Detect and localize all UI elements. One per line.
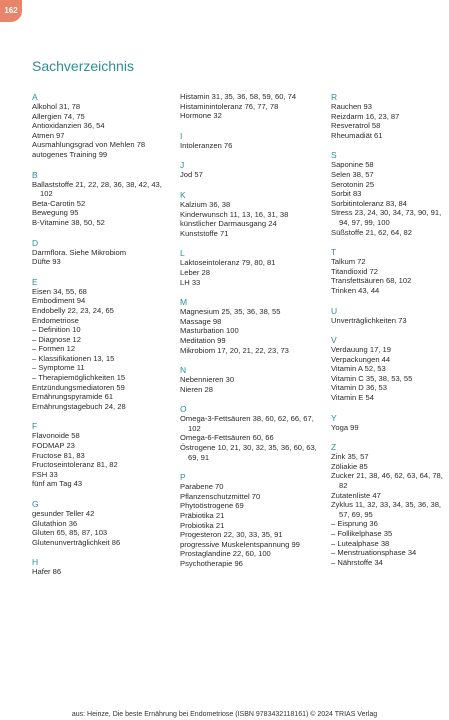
section-letter: P	[180, 472, 186, 483]
index-entry: Beta-Carotin 52	[32, 198, 86, 208]
index-entry: Ballaststoffe 21, 22, 28, 36, 38, 42, 43, 102	[32, 179, 162, 199]
index-entry: Serotonin 25	[331, 179, 375, 189]
index-entry: Magnesium 25, 35, 36, 38, 55	[180, 307, 281, 317]
index-entry: Talkum 72	[331, 257, 366, 267]
index-entry: – Formen 12	[32, 344, 76, 354]
index-entry: B-Vitamine 38, 50, 52	[32, 217, 105, 227]
index-entry: Transfettsäuren 68, 102	[331, 276, 412, 286]
index-entry: Mikrobiom 17, 20, 21, 22, 23, 73	[180, 345, 289, 355]
index-entry: gesunder Teller 42	[32, 509, 95, 518]
index-entry: Zucker 21, 38, 46, 62, 63, 64, 78, 82	[331, 471, 443, 491]
index-entry: Embodiment 94	[32, 296, 86, 306]
index-entry: – Symptome 11	[32, 363, 85, 373]
index-entry: Laktoseintoleranz 79, 80, 81	[180, 258, 276, 268]
section-letter: I	[180, 130, 183, 141]
index-entry: – Diagnose 12	[32, 334, 81, 344]
index-entry: Unverträglichkeiten 73	[331, 315, 407, 325]
index-section	[331, 306, 443, 326]
index-entry: – Nährstoffe 34	[331, 557, 383, 567]
index-entry: – Therapiemöglichkeiten 15	[32, 373, 126, 383]
section-letter: G	[32, 499, 39, 509]
index-section	[32, 421, 172, 489]
page-number-badge: 162	[0, 0, 22, 22]
index-entry: Kinderwunsch 11, 13, 16, 31, 38	[180, 209, 289, 219]
index-entry: Entzündungsmediatoren 59	[32, 382, 125, 392]
section-letter: L	[180, 248, 185, 259]
section-letter: H	[32, 557, 39, 568]
index-entry: Allergien 74, 75	[32, 111, 85, 121]
index-entry: Histaminintoleranz 76, 77, 78	[180, 101, 279, 111]
index-entry: Fructoseintoleranz 81, 82	[32, 460, 118, 470]
section-letter: Z	[331, 442, 337, 453]
index-section	[32, 557, 172, 577]
index-entry: Jod 57	[180, 170, 203, 180]
section-letter: Y	[331, 412, 337, 423]
index-entry: LH 33	[180, 277, 201, 287]
index-entry: Phytoöstrogene 69	[180, 501, 244, 511]
index-entry: Titandioxid 72	[331, 266, 378, 276]
footer-credit: aus: Heinze, Die beste Ernährung bei Endometriose (ISBN 9783432118161) © 2024 TRIAS Verlag	[71, 711, 378, 718]
section-letter: D	[32, 237, 39, 248]
index-entry: Zink 35, 57	[331, 452, 369, 462]
index-section	[331, 92, 443, 140]
index-section	[32, 277, 172, 412]
index-entry: Rheumadiät 61	[331, 130, 383, 140]
section-letter: B	[32, 169, 38, 180]
section-letter: K	[180, 189, 186, 200]
section-letter: U	[331, 305, 338, 316]
index-section	[180, 404, 320, 462]
section-letter: R	[331, 92, 338, 102]
index-entry: Selen 38, 57	[331, 169, 374, 179]
index-entry: Meditation 99	[180, 335, 226, 345]
index-entry: – Lutealphase 38	[331, 538, 390, 548]
index-section	[331, 442, 443, 567]
index-section	[180, 472, 320, 568]
index-entry: Kunststoffe 71	[180, 228, 229, 238]
index-section	[32, 92, 172, 160]
index-entry: Zöliakie 85	[331, 461, 368, 471]
index-entry: Reizdarm 16, 23, 87	[331, 111, 400, 121]
index-entry: Yoga 99	[331, 422, 359, 432]
index-entry: Histamin 31, 35, 36, 58, 59, 60, 74	[180, 92, 297, 101]
index-entry: Flavonoide 58	[32, 431, 80, 441]
index-entry: Vitamin A 52, 53	[331, 364, 386, 374]
index-entry: – Eisprung 36	[331, 519, 378, 529]
index-entry: FSH 33	[32, 469, 58, 479]
index-entry: Saponine 58	[331, 160, 374, 170]
index-entry: Rauchen 93	[331, 102, 372, 111]
index-entry: Sorbit 83	[331, 189, 362, 199]
index-entry: Stress 23, 24, 30, 34, 73, 90, 91, 94, 97, 99, 100	[331, 208, 442, 227]
index-entry: FODMAP 23	[32, 441, 75, 451]
index-entry: – Klassifikationen 13, 15	[32, 353, 115, 363]
index-column-1	[32, 92, 172, 587]
index-entry: Endometriose	[32, 315, 79, 325]
index-section	[32, 238, 172, 267]
section-letter: N	[180, 365, 187, 376]
index-entry: Omega-6-Fettsäuren 60, 66	[180, 433, 274, 443]
index-entry: Endobelly 22, 23, 24, 65	[32, 305, 114, 315]
index-entry: Bewegung 95	[32, 208, 79, 218]
index-entry: Probiotika 21	[180, 520, 225, 530]
section-letter: T	[331, 247, 337, 258]
index-entry: Intoleranzen 76	[180, 140, 233, 150]
index-section	[180, 248, 320, 287]
index-section	[180, 160, 320, 180]
index-column-2	[180, 92, 320, 579]
index-entry: künstlicher Darmausgang 24	[180, 219, 277, 229]
index-entry: Vitamin E 54	[331, 393, 374, 403]
index-entry: Omega-3-Fettsäuren 38, 60, 62, 66, 67, 102	[180, 414, 314, 433]
index-entry: Progesteron 22, 30, 33, 35, 91	[180, 530, 283, 540]
index-section	[180, 131, 320, 151]
index-entry: Masturbation 100	[180, 326, 239, 336]
index-entry: Vitamin D 36, 53	[331, 383, 388, 393]
index-section	[180, 365, 320, 394]
index-entry: Ausmahlungsgrad von Mehlen 78	[32, 140, 146, 150]
section-letter: J	[180, 160, 185, 171]
index-entry: – Follikelphase 35	[331, 529, 393, 538]
index-section	[32, 170, 172, 228]
index-entry: Gluten 65, 85, 87, 103	[32, 528, 108, 538]
index-entry: Hafer 86	[32, 567, 62, 577]
index-entry: Pflanzenschutzmittel 70	[180, 491, 261, 501]
index-entry: Vitamin C 35, 38, 53, 55	[331, 373, 413, 383]
index-entry: progressive Muskelentspannung 99	[180, 539, 300, 549]
index-entry: Nieren 28	[180, 384, 213, 394]
index-entry: Ernährungspyramide 61	[32, 392, 114, 402]
section-letter: A	[32, 92, 38, 102]
section-letter: O	[180, 404, 187, 415]
index-entry: Atmen 97	[32, 130, 65, 140]
index-entry: Psychotherapie 96	[180, 559, 243, 568]
index-entry: Kalzium 36, 38	[180, 199, 231, 209]
index-section	[32, 499, 172, 547]
index-entry: Parabene 70	[180, 482, 224, 492]
index-entry: Nebennieren 30	[180, 375, 235, 385]
index-column-3	[331, 92, 443, 577]
index-entry: autogenes Training 99	[32, 149, 108, 159]
index-section	[331, 335, 443, 403]
index-entry: Resveratrol 58	[331, 121, 381, 131]
index-entry: Prostaglandine 22, 60, 100	[180, 549, 271, 559]
index-section	[331, 247, 443, 295]
index-entry: Eisen 34, 55, 68	[32, 286, 87, 296]
index-entry: Süßstoffe 21, 62, 64, 82	[331, 227, 412, 237]
index-entry: Glutathion 36	[32, 518, 78, 528]
index-entry: Sorbitintoleranz 83, 84	[331, 198, 407, 208]
index-entry: Darmflora. Siehe Mikrobiom	[32, 247, 127, 257]
index-entry: Glutenunverträglichkeit 86	[32, 537, 121, 547]
section-letter: F	[32, 421, 38, 432]
index-entry: Zyklus 11, 32, 33, 34, 35, 36, 38, 57, 69, 95	[331, 500, 442, 519]
page-title: Sachverzeichnis	[32, 58, 134, 74]
index-entry: Verpackungen 44	[331, 354, 391, 364]
index-entry: fünf am Tag 43	[32, 479, 83, 489]
index-entry: – Menstruationsphase 34	[331, 548, 417, 558]
index-entry: – Definition 10	[32, 325, 81, 335]
index-section	[331, 413, 443, 433]
section-letter: M	[180, 297, 188, 308]
index-entry: Massage 98	[180, 316, 222, 326]
index-section	[180, 297, 320, 355]
index-entry: Zutatenliste 47	[331, 490, 381, 500]
index-entry: Ernährungstagebuch 24, 28	[32, 401, 126, 411]
index-entry: Antioxidanzien 36, 54	[32, 121, 105, 131]
section-letter: E	[32, 276, 38, 287]
index-entry: Trinken 43, 44	[331, 285, 380, 295]
index-entry: Leber 28	[180, 267, 210, 277]
index-entry: Düfte 93	[32, 257, 61, 267]
index-section	[331, 150, 443, 237]
index-entry: Hormone 32	[180, 111, 222, 121]
index-entry: Präbiotika 21	[180, 511, 225, 521]
index-entry: Östrogene 10, 21, 30, 32, 35, 36, 60, 63, 69, 91	[180, 443, 317, 462]
section-letter: V	[331, 335, 337, 346]
index-entry: Alkohol 31, 78	[32, 102, 81, 111]
index-entry: Fructose 81, 83	[32, 450, 85, 460]
index-entry: Verdauung 17, 19	[331, 345, 391, 355]
index-section	[180, 92, 320, 121]
index-section	[180, 190, 320, 238]
section-letter: S	[331, 150, 337, 161]
